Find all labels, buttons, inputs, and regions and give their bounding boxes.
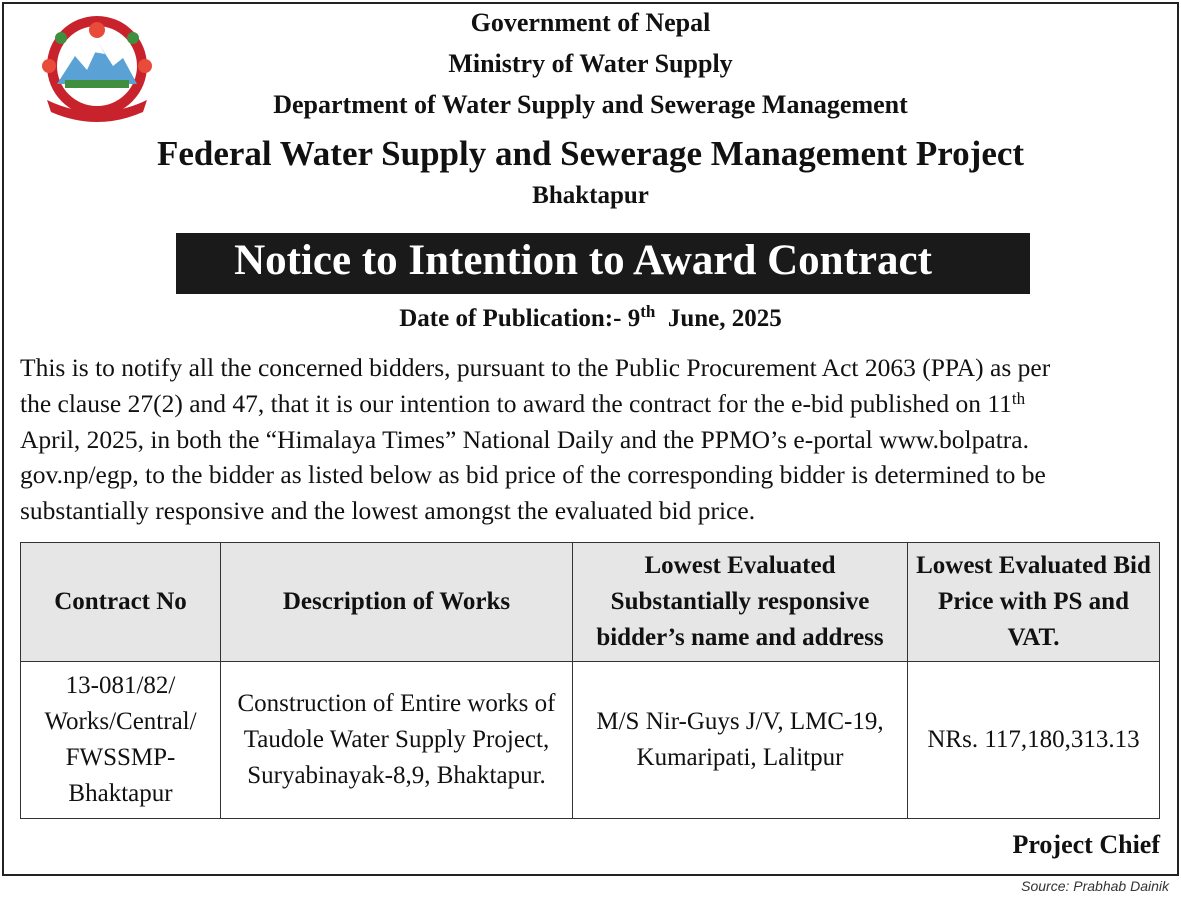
body-line-ordinal: th — [1011, 388, 1026, 408]
body-line: gov.np/egp, to the bidder as listed below as bid price of the corresponding bidder is determined to be — [20, 460, 1046, 490]
publication-date-label: Date of Publication:- 9 — [399, 305, 641, 332]
government-heading: Government of Nepal — [470, 8, 711, 37]
cell-contract-no: 13-081/82/ Works/Central/ FWSSMP- Bhaktapur — [21, 662, 221, 819]
ministry-heading: Ministry of Water Supply — [448, 49, 733, 78]
header-description: Description of Works — [221, 543, 573, 662]
body-line-text: the clause 27(2) and 47, that it is our intention to award the contract for the e-bid published on 11 — [20, 388, 1012, 418]
notice-title: Notice to Intention to Award Contract — [176, 233, 1030, 294]
header-price: Lowest Evaluated Bid Price with PS and VAT. — [908, 543, 1160, 662]
notice-body — [20, 350, 1160, 529]
publication-date-ordinal: th — [640, 302, 656, 321]
body-line: This is to notify all the concerned bidders, pursuant to the Public Procurement Act 2063 (PPA) as per — [20, 353, 1051, 382]
signatory: Project Chief — [1012, 830, 1160, 859]
body-line — [20, 386, 1160, 422]
publication-date — [0, 302, 1181, 333]
location-heading: Bhaktapur — [532, 182, 649, 209]
table-header-row — [21, 543, 1160, 662]
header-bidder: Lowest Evaluated Substantially responsive bidder’s name and address — [573, 543, 908, 662]
project-heading: Federal Water Supply and Sewerage Management Project — [156, 134, 1025, 173]
header-contract-no: Contract No — [21, 543, 221, 662]
publication-date-rest: June, 2025 — [667, 305, 782, 332]
cell-description: Construction of Entire works of Taudole Water Supply Project, Suryabinayak-8,9, Bhaktapur. — [221, 662, 573, 819]
cell-bidder: M/S Nir-Guys J/V, LMC-19, Kumaripati, Lalitpur — [573, 662, 908, 819]
department-heading: Department of Water Supply and Sewerage Management — [273, 90, 908, 119]
source-credit: Source: Prabhab Dainik — [1021, 878, 1169, 894]
body-line: April, 2025, in both the “Himalaya Times” National Daily and the PPMO’s e-portal www.bolpatra. — [20, 424, 1029, 454]
body-line: substantially responsive and the lowest amongst the evaluated bid price. — [20, 496, 756, 526]
table-row — [21, 662, 1160, 819]
cell-price: NRs. 117,180,313.13 — [908, 662, 1160, 819]
award-table — [20, 542, 1160, 819]
